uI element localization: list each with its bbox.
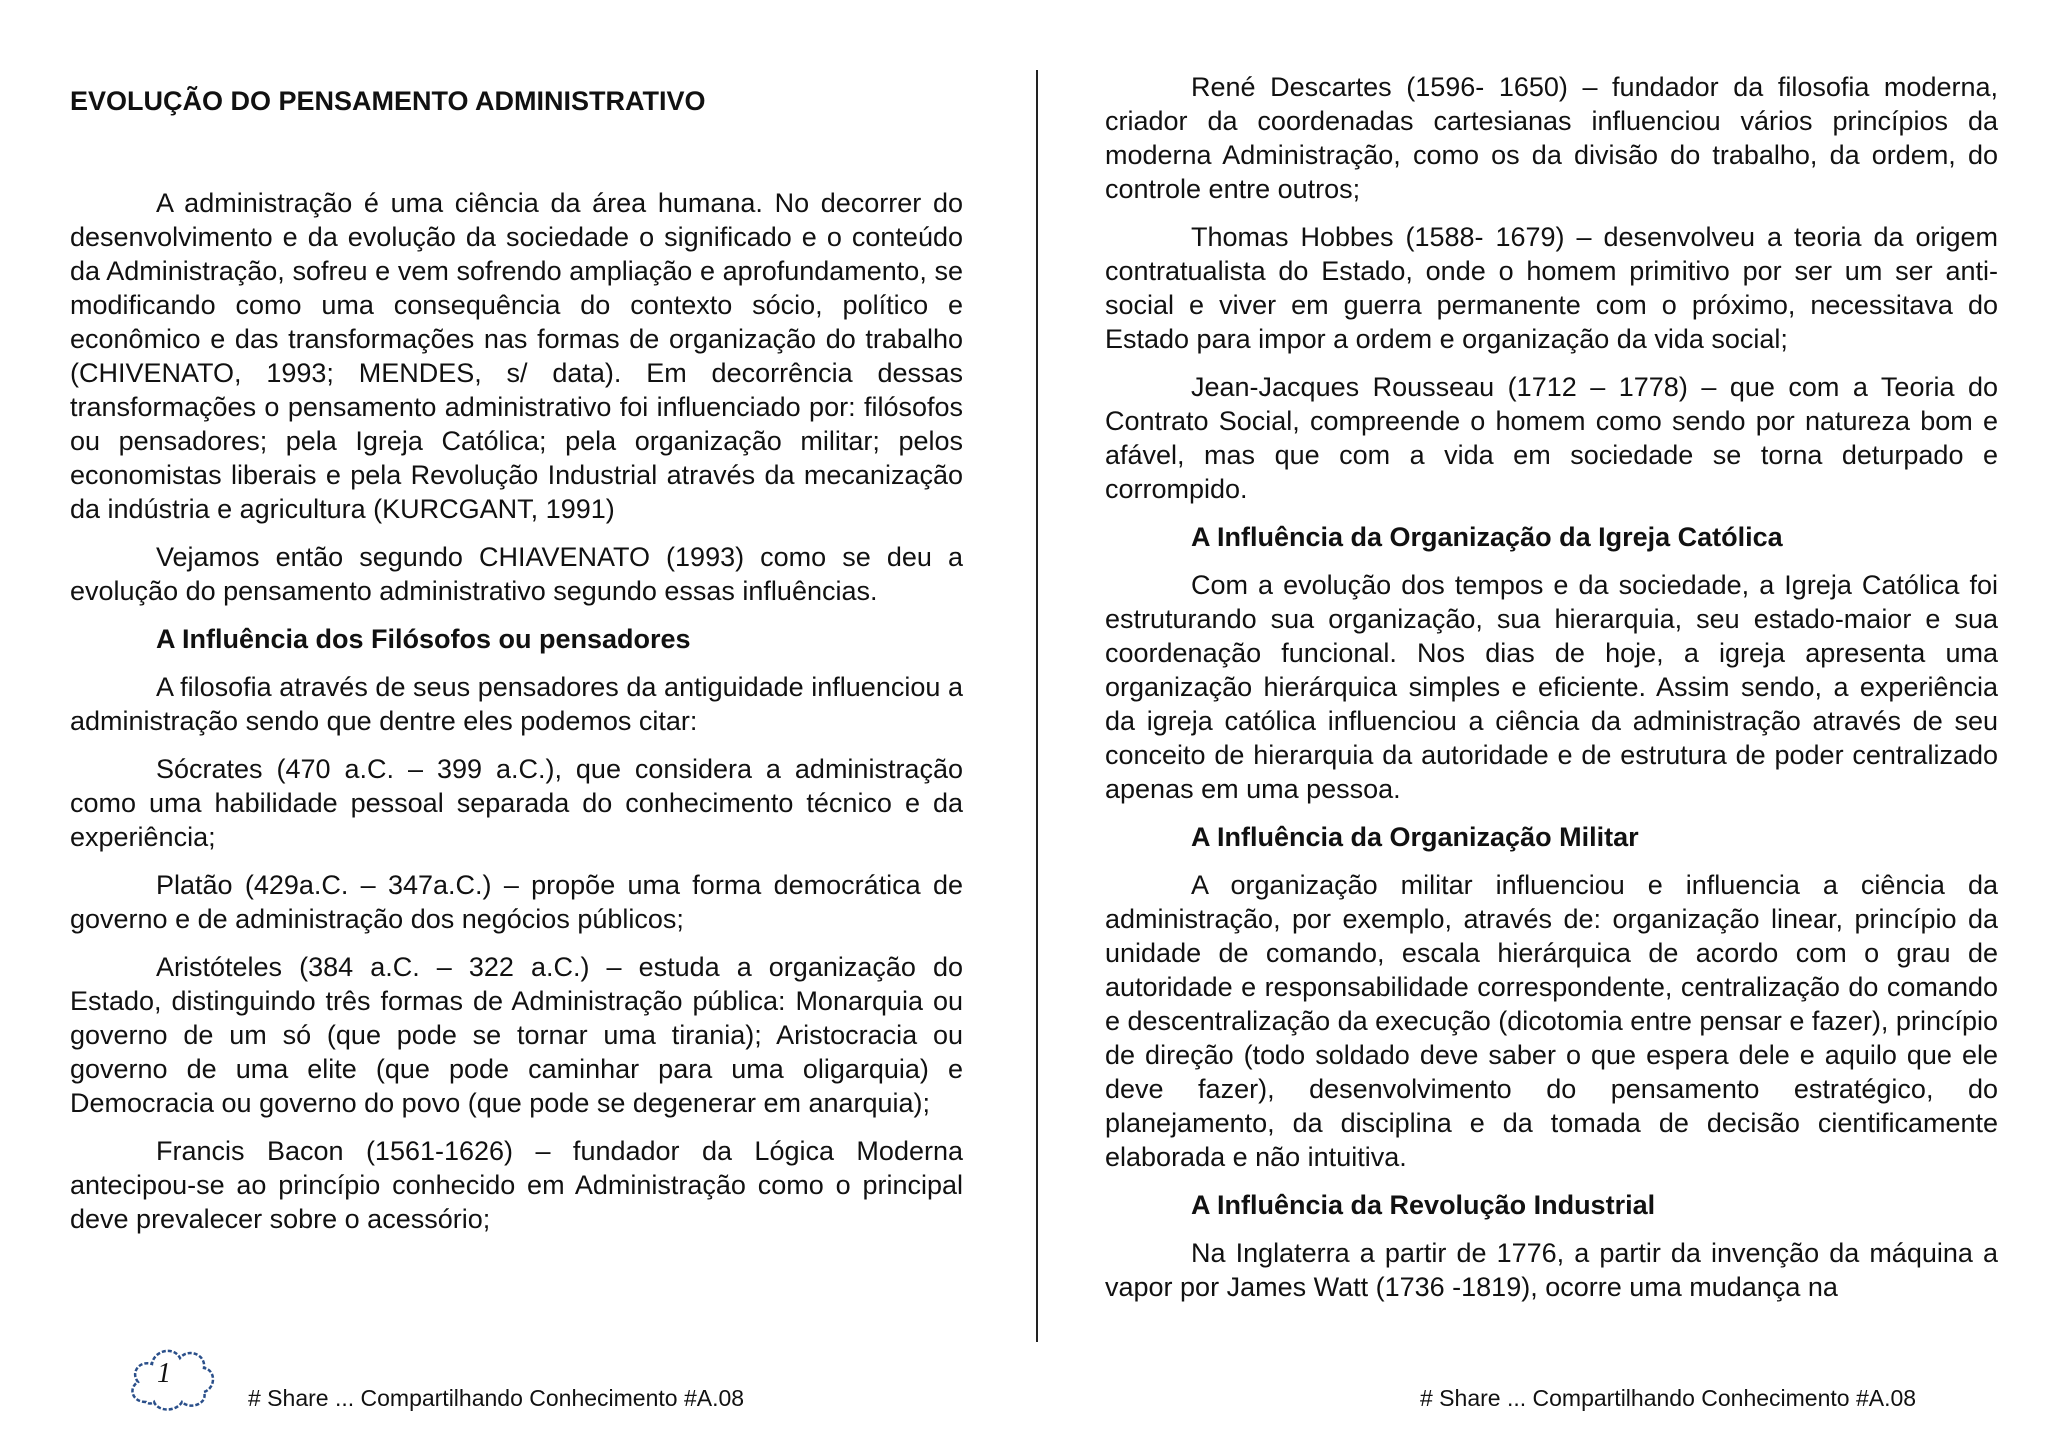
heading-filosofos: A Influência dos Filósofos ou pensadores <box>156 624 691 654</box>
paragraph-bacon: Francis Bacon (1561-1626) – fundador da Lógica Moderna antecipou-se ao princípio conhecido em Administração como o principal deve prevalecer sobre o acessório; <box>70 1136 963 1234</box>
paragraph-igreja: Com a evolução dos tempos e da sociedade, a Igreja Católica foi estruturando sua organização, sua hierarquia, seu estado-maior e sua coordenação funcional. Nos dias de hoje, a igreja apresenta uma organização hierárquica simples e eficiente. Assim sendo, a experiência da igreja católica influenciou a ciência da administração através de seu conceito de hierarquia da autoridade e de estrutura de poder centralizado apenas em uma pessoa. <box>1105 570 1998 804</box>
column-divider <box>1036 70 1038 1342</box>
paragraph-hobbes: Thomas Hobbes (1588- 1679) – desenvolveu a teoria da origem contratualista do Estado, onde o homem primitivo por ser um ser anti-social e viver em guerra permanente com o próximo, necessitava do Estado para impor a ordem e organização da vida social; <box>1105 222 1998 354</box>
paragraph-intro: A administração é uma ciência da área humana. No decorrer do desenvolvimento e da evolução da sociedade o significado e o conteúdo da Administração, sofreu e vem sofrendo ampliação e aprofundamento, se modificando como uma consequência do contexto sócio, político e econômico e das transformações nas formas de organização do trabalho (CHIVENATO, 1993; MENDES, s/ data). Em decorrência dessas transformações o pensamento administrativo foi influenciado por: filósofos ou pensadores; pela Igreja Católica; pela organização militar; pelos economistas liberais e pela Revolução Industrial através da mecanização da indústria e agricultura (KURCGANT, 1991) <box>70 188 963 524</box>
heading-igreja: A Influência da Organização da Igreja Católica <box>1191 522 1783 552</box>
paragraph-vejamos: Vejamos então segundo CHIAVENATO (1993) como se deu a evolução do pensamento administrativo segundo essas influências. <box>70 542 963 606</box>
paragraph-platao: Platão (429a.C. – 347a.C.) – propõe uma forma democrática de governo e de administração dos negócios públicos; <box>70 870 963 934</box>
paragraph-descartes: René Descartes (1596- 1650) – fundador da filosofia moderna, criador da coordenadas cartesianas influenciou vários princípios da moderna Administração, como os da divisão do trabalho, da ordem, do controle entre outros; <box>1105 72 1998 204</box>
paragraph-filosofia: A filosofia através de seus pensadores da antiguidade influenciou a administração sendo que dentre eles podemos citar: <box>70 672 963 736</box>
heading-militar: A Influência da Organização Militar <box>1191 822 1639 852</box>
paragraph-militar: A organização militar influenciou e influencia a ciência da administração, por exemplo, através de: organização linear, princípio da unidade de comando, escala hierárquica de acordo com o grau de autoridade e responsabilidade correspondente, centralização do comando e descentralização da execução (dicotomia entre pensar e fazer), princípio de direção (todo soldado deve saber o que espera dele e aquilo que ele deve fazer), desenvolvimento do pensamento estratégico, do planejamento, da disciplina e da tomada de decisão cientificamente elaborada e não intuitiva. <box>1105 870 1998 1172</box>
left-column <box>70 70 963 1250</box>
page-number: 1 <box>157 1358 171 1389</box>
paragraph-socrates: Sócrates (470 a.C. – 399 a.C.), que considera a administração como uma habilidade pessoal separada do conhecimento técnico e da experiência; <box>70 754 963 852</box>
paragraph-aristoteles: Aristóteles (384 a.C. – 322 a.C.) – estuda a organização do Estado, distinguindo três formas de Administração pública: Monarquia ou governo de um só (que pode se tornar uma tirania); Aristocracia ou governo de uma elite (que pode caminhar para uma oligarquia) e Democracia ou governo do povo (que pode se degenerar em anarquia); <box>70 952 963 1118</box>
heading-revolucao: A Influência da Revolução Industrial <box>1191 1190 1656 1220</box>
paragraph-rousseau: Jean-Jacques Rousseau (1712 – 1778) – que com a Teoria do Contrato Social, compreende o homem como sendo por natureza bom e afável, mas que com a vida em sociedade se torna deturpado e corrompido. <box>1105 372 1998 504</box>
page-title: EVOLUÇÃO DO PENSAMENTO ADMINISTRATIVO <box>70 86 706 116</box>
paragraph-revolucao: Na Inglaterra a partir de 1776, a partir da invenção da máquina a vapor por James Watt (1736 -1819), ocorre uma mudança na <box>1105 1238 1998 1302</box>
right-column <box>1105 70 1998 1318</box>
footer-right: # Share ... Compartilhando Conhecimento #A.08 <box>1420 1385 1917 1411</box>
footer-left: # Share ... Compartilhando Conhecimento #A.08 <box>248 1385 745 1411</box>
